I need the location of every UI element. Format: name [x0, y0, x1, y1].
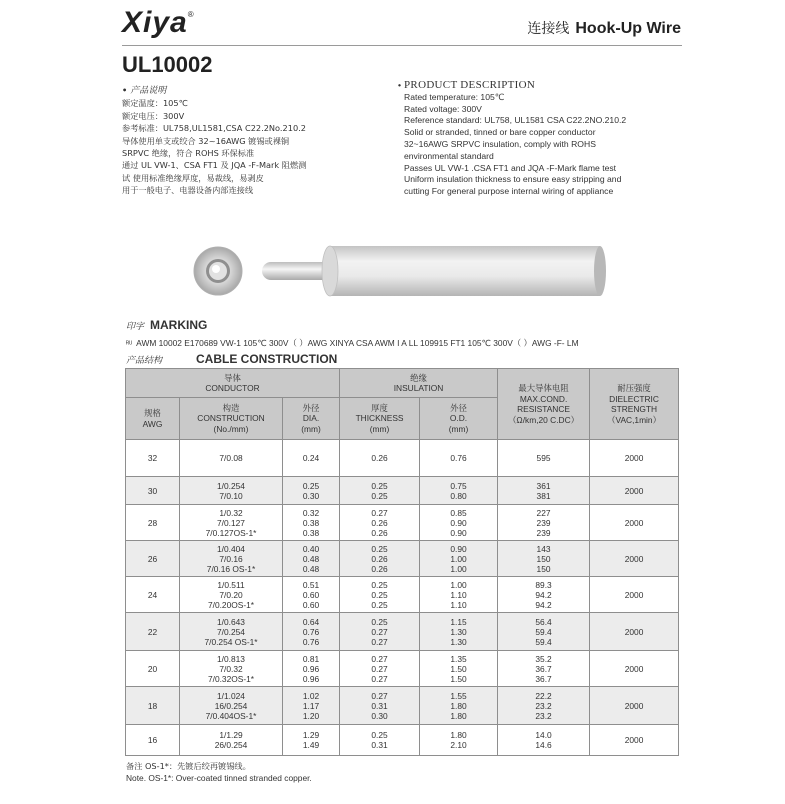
conductor-dia-cell: 0.25 0.30	[283, 477, 340, 505]
description-en-line: Rated voltage: 300V	[404, 103, 482, 114]
resistance-cell: 35.2 36.7 36.7	[498, 651, 590, 687]
table-row	[126, 541, 679, 577]
dielectric-cell: 2000	[590, 725, 679, 756]
conductor-dia-cell: 0.51 0.60 0.60	[283, 577, 340, 613]
header-divider	[122, 45, 682, 46]
description-cn-line: 通过 UL VW-1、CSA FT1 及 JQA -F-Mark 阻燃测	[122, 160, 307, 171]
od-cell: 1.55 1.80 1.80	[420, 687, 498, 725]
description-cn-section: 产品说明	[130, 86, 167, 96]
note-cn: 备注 OS-1*：先镀后绞再镀锡线。	[126, 761, 251, 771]
header-title-cn: 连接线	[527, 21, 570, 37]
conductor-dia-cell: 0.32 0.38 0.38	[283, 505, 340, 541]
awg-cell: 20	[126, 651, 180, 687]
resistance-cell: 143 150 150	[498, 541, 590, 577]
insulation-group-header: 绝缘 INSULATION	[340, 369, 498, 398]
resistance-cell: 595	[498, 440, 590, 477]
conductor-dia-cell: 0.64 0.76 0.76	[283, 613, 340, 651]
registered-mark: ®	[187, 10, 195, 19]
description-cn-line: 参考标准：UL758,UL1581,CSA C22.2No.210.2	[122, 123, 306, 134]
od-header: 外径 O.D. (mm)	[420, 398, 498, 440]
awg-cell: 28	[126, 505, 180, 541]
table-row	[126, 505, 679, 541]
note-en: Note. OS-1*: Over-coated tinned stranded copper.	[126, 773, 312, 783]
od-cell: 1.35 1.50 1.50	[420, 651, 498, 687]
description-cn-line: 额定电压：300V	[122, 110, 185, 121]
description-en-line: Passes UL VW-1 .CSA FT1 and JQA -F-Mark flame test	[404, 162, 617, 173]
description-cn: • 产品说明 额定温度：105℃ 额定电压：300V 参考标准：UL758,UL1581,CSA C22.2No.210.2 导体使用单支或绞合 32~16AWG 镀锡或裸铜 SRPVC 绝缘，符合 ROHS 环保标准 通过 UL VW-1、CSA FT1 及 JQA -F-Mark 阻燃测 试 使用标准绝缘厚度，易裁线，易剥皮 用于一般电子、电器设备内部连接线	[122, 84, 392, 197]
dielectric-cell: 2000	[590, 440, 679, 477]
description-cn-line: 导体使用单支或绞合 32~16AWG 镀锡或裸铜	[122, 135, 290, 146]
construction-header: 构造 CONSTRUCTION (No./mm)	[180, 398, 283, 440]
notes	[126, 760, 312, 784]
construction-cell: 1/0.813 7/0.32 7/0.32OS-1*	[180, 651, 283, 687]
od-cell: 0.75 0.80	[420, 477, 498, 505]
header-title-en: Hook-Up Wire	[575, 20, 681, 37]
awg-cell: 30	[126, 477, 180, 505]
resistance-cell: 361 381	[498, 477, 590, 505]
conductor-dia-cell: 0.81 0.96 0.96	[283, 651, 340, 687]
ul-recognized-icon: ᴿᵁ	[126, 341, 133, 348]
description-en-line: Reference standard: UL758, UL1581 CSA C22.2NO.210.2	[404, 115, 627, 126]
thickness-cell: 0.27 0.26 0.26	[340, 505, 420, 541]
model-title: UL10002	[122, 52, 213, 77]
construction-cell: 1/0.511 7/0.20 7/0.20OS-1*	[180, 577, 283, 613]
marking-string: AWM 10002 E170689 VW-1 105℃ 300V（ ）AWG XINYA CSA AWM I A LL 109915 FT1 105℃ 300V（ ）AWG -F- LM	[136, 338, 579, 348]
marking-heading-en: MARKING	[150, 318, 208, 332]
description-en-section: PRODUCT DESCRIPTION	[404, 79, 536, 91]
od-cell: 0.76	[420, 440, 498, 477]
thickness-cell: 0.25 0.27 0.27	[340, 613, 420, 651]
dielectric-cell: 2000	[590, 613, 679, 651]
thickness-cell: 0.27 0.27 0.27	[340, 651, 420, 687]
construction-cell: 1/0.643 7/0.254 7/0.254 OS-1*	[180, 613, 283, 651]
description-cn-line: 试 使用标准绝缘厚度，易裁线，易剥皮	[122, 172, 264, 183]
dielectric-cell: 2000	[590, 651, 679, 687]
resistance-cell: 89.3 94.2 94.2	[498, 577, 590, 613]
description-cn-line: SRPVC 绝缘，符合 ROHS 环保标准	[122, 148, 255, 159]
table-row	[126, 440, 679, 477]
table-row	[126, 687, 679, 725]
resistance-cell: 56.4 59.4 59.4	[498, 613, 590, 651]
page-header-title	[527, 18, 681, 38]
awg-cell: 22	[126, 613, 180, 651]
od-cell: 1.15 1.30 1.30	[420, 613, 498, 651]
description-en-line: cutting For general purpose internal wiring of appliance	[404, 186, 614, 197]
construction-heading-cn: 产品结构	[126, 356, 163, 366]
awg-cell: 16	[126, 725, 180, 756]
dielectric-cell: 2000	[590, 477, 679, 505]
dielectric-cell: 2000	[590, 541, 679, 577]
logo-text: Xiya	[122, 6, 188, 39]
awg-cell: 18	[126, 687, 180, 725]
cable-construction-table	[125, 368, 679, 756]
conductor-group-header: 导体 CONDUCTOR	[126, 369, 340, 398]
construction-cell: 1/0.32 7/0.127 7/0.127OS-1*	[180, 505, 283, 541]
wire-illustration	[190, 236, 610, 306]
table-row	[126, 613, 679, 651]
dielectric-cell: 2000	[590, 505, 679, 541]
construction-heading-en: CABLE CONSTRUCTION	[196, 352, 338, 366]
construction-heading	[126, 352, 337, 366]
resistance-header: 最大导体电阻 MAX.COND. RESISTANCE （Ω/km,20 C.DC）	[498, 369, 590, 440]
awg-header: 规格 AWG	[126, 398, 180, 440]
description-en-line: Rated temperature: 105℃	[404, 91, 505, 102]
construction-cell: 1/1.29 26/0.254	[180, 725, 283, 756]
description-cn-lines	[122, 97, 392, 196]
od-cell: 0.90 1.00 1.00	[420, 541, 498, 577]
thickness-cell: 0.25 0.26 0.26	[340, 541, 420, 577]
description-cn-line: 额定温度：105℃	[122, 98, 188, 109]
marking-text	[126, 337, 579, 349]
od-cell: 1.80 2.10	[420, 725, 498, 756]
construction-cell: 7/0.08	[180, 440, 283, 477]
description-en: • PRODUCT DESCRIPTION Rated temperature: 105℃ Rated voltage: 300V Reference standard: UL758, UL1581 CSA C22.2NO.210.2 Solid or stranded, tinned or bare copper conductor 32~16AWG SRPVC insulation, comply with ROHS environmental standard Passes UL VW-1 .CSA FT1 and JQA -F-Mark flame test Uniform insulation thickness to ensure easy stripping and cutting For general purpose internal wiring of appliance	[398, 80, 698, 198]
dielectric-cell: 2000	[590, 577, 679, 613]
description-en-line: environmental standard	[404, 150, 494, 161]
od-cell: 1.00 1.10 1.10	[420, 577, 498, 613]
construction-cell: 1/0.254 7/0.10	[180, 477, 283, 505]
table-row	[126, 725, 679, 756]
thickness-cell: 0.25 0.31	[340, 725, 420, 756]
awg-cell: 32	[126, 440, 180, 477]
description-en-lines	[398, 92, 698, 198]
resistance-cell: 22.2 23.2 23.2	[498, 687, 590, 725]
dielectric-header: 耐压强度 DIELECTRIC STRENGTH （VAC,1min）	[590, 369, 679, 440]
conductor-dia-cell: 1.02 1.17 1.20	[283, 687, 340, 725]
od-cell: 0.85 0.90 0.90	[420, 505, 498, 541]
conductor-dia-cell: 0.24	[283, 440, 340, 477]
wire-end-view	[194, 247, 242, 295]
thickness-cell: 0.25 0.25	[340, 477, 420, 505]
awg-cell: 24	[126, 577, 180, 613]
awg-cell: 26	[126, 541, 180, 577]
thickness-cell: 0.26	[340, 440, 420, 477]
resistance-cell: 227 239 239	[498, 505, 590, 541]
table-row	[126, 477, 679, 505]
table-row	[126, 577, 679, 613]
thickness-header: 厚度 THICKNESS (mm)	[340, 398, 420, 440]
cable-construction-body	[126, 440, 679, 756]
description-en-line: Uniform insulation thickness to ensure easy stripping and	[404, 174, 622, 185]
marking-heading-cn: 印字	[126, 322, 145, 332]
construction-cell: 1/1.024 16/0.254 7/0.404OS-1*	[180, 687, 283, 725]
thickness-cell: 0.25 0.25 0.25	[340, 577, 420, 613]
table-row	[126, 651, 679, 687]
wire-side-view	[262, 246, 606, 296]
brand-logo	[122, 6, 195, 40]
conductor-dia-cell: 0.40 0.48 0.48	[283, 541, 340, 577]
resistance-cell: 14.0 14.6	[498, 725, 590, 756]
description-cn-line: 用于一般电子、电器设备内部连接线	[122, 185, 254, 196]
construction-cell: 1/0.404 7/0.16 7/0.16 OS-1*	[180, 541, 283, 577]
conductor-dia-cell: 1.29 1.49	[283, 725, 340, 756]
marking-heading	[126, 318, 207, 332]
description-en-line: Solid or stranded, tinned or bare copper conductor	[404, 127, 596, 138]
thickness-cell: 0.27 0.31 0.30	[340, 687, 420, 725]
description-en-line: 32~16AWG SRPVC insulation, comply with ROHS	[404, 138, 596, 149]
dielectric-cell: 2000	[590, 687, 679, 725]
conductor-dia-header: 外径 DIA. (mm)	[283, 398, 340, 440]
